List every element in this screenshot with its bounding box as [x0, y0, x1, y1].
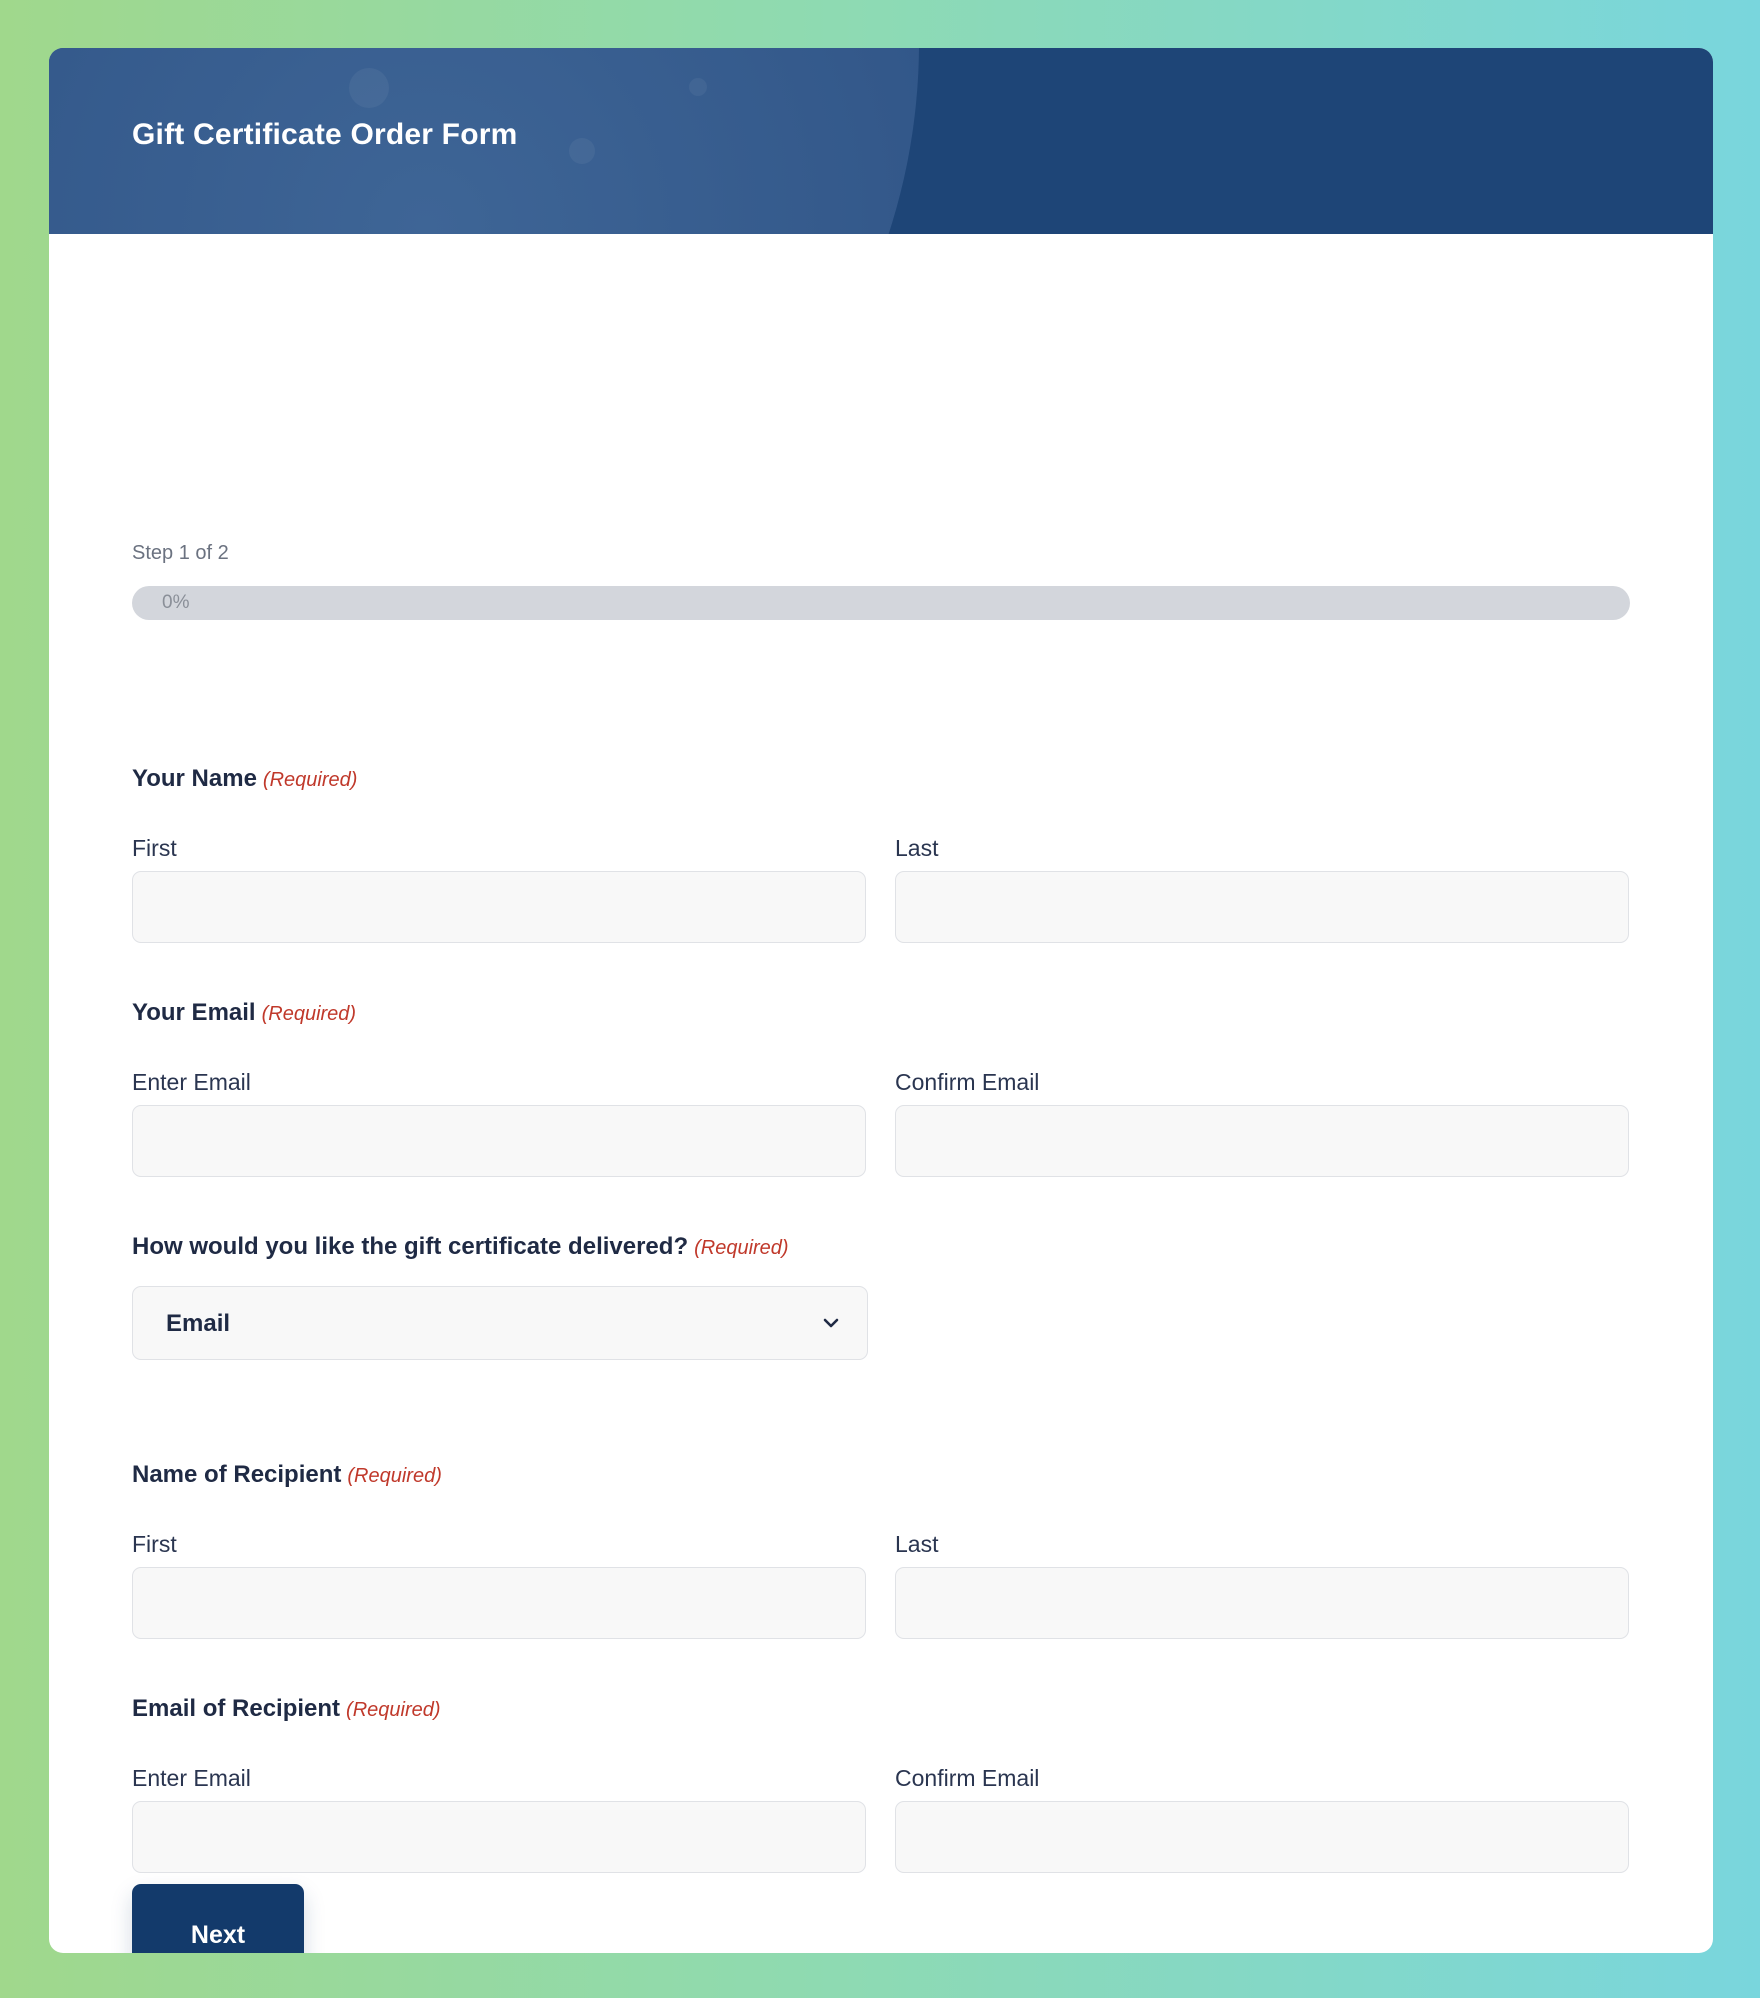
- your-first-name-input[interactable]: [132, 871, 866, 943]
- delivery-select[interactable]: [132, 1286, 868, 1360]
- recipient-email-enter-label: Enter Email: [132, 1765, 251, 1791]
- progress-percent: 0%: [162, 592, 190, 613]
- required-marker: (Required): [261, 1003, 357, 1025]
- recipient-email-legend-text: Email of Recipient: [132, 1695, 341, 1722]
- delivery-legend-text: How would you like the gift certificate delivered?: [132, 1233, 689, 1260]
- moon-crater: [349, 68, 389, 108]
- required-marker: (Required): [346, 1699, 441, 1721]
- your-email-confirm-input[interactable]: [895, 1105, 1629, 1177]
- your-last-name-input[interactable]: [895, 871, 1629, 943]
- progress-bar: [132, 586, 1630, 620]
- form-header: [49, 48, 1713, 234]
- moon-crater: [689, 78, 707, 96]
- required-marker: (Required): [694, 1237, 789, 1259]
- recipient-last-name-label: Last: [895, 1531, 939, 1557]
- your-name-legend: [132, 765, 357, 793]
- recipient-email-legend: [132, 1695, 441, 1723]
- recipient-email-confirm-label: Confirm Email: [895, 1765, 1040, 1791]
- moon-crater: [569, 138, 595, 164]
- your-last-name-label: Last: [895, 835, 939, 861]
- step-indicator: Step 1 of 2: [132, 542, 229, 564]
- delivery-legend: [132, 1233, 789, 1261]
- recipient-name-legend: [132, 1461, 442, 1489]
- your-email-enter-label: Enter Email: [132, 1069, 251, 1095]
- delivery-select-value: Email: [166, 1310, 231, 1337]
- your-email-legend: [132, 999, 356, 1027]
- your-first-name-label: First: [132, 835, 177, 861]
- your-email-legend-text: Your Email: [132, 999, 256, 1026]
- form-title: Gift Certificate Order Form: [132, 118, 518, 151]
- your-email-confirm-label: Confirm Email: [895, 1069, 1040, 1095]
- recipient-first-name-label: First: [132, 1531, 177, 1557]
- recipient-email-confirm-input[interactable]: [895, 1801, 1629, 1873]
- recipient-name-legend-text: Name of Recipient: [132, 1461, 342, 1488]
- recipient-last-name-input[interactable]: [895, 1567, 1629, 1639]
- recipient-email-input[interactable]: [132, 1801, 866, 1873]
- required-marker: (Required): [347, 1465, 442, 1487]
- your-name-legend-text: Your Name: [132, 765, 257, 792]
- required-marker: (Required): [262, 769, 358, 791]
- your-email-input[interactable]: [132, 1105, 866, 1177]
- next-button[interactable]: Next: [132, 1884, 304, 1953]
- form-card: [49, 48, 1713, 1953]
- recipient-first-name-input[interactable]: [132, 1567, 866, 1639]
- chevron-down-icon: [821, 1313, 841, 1333]
